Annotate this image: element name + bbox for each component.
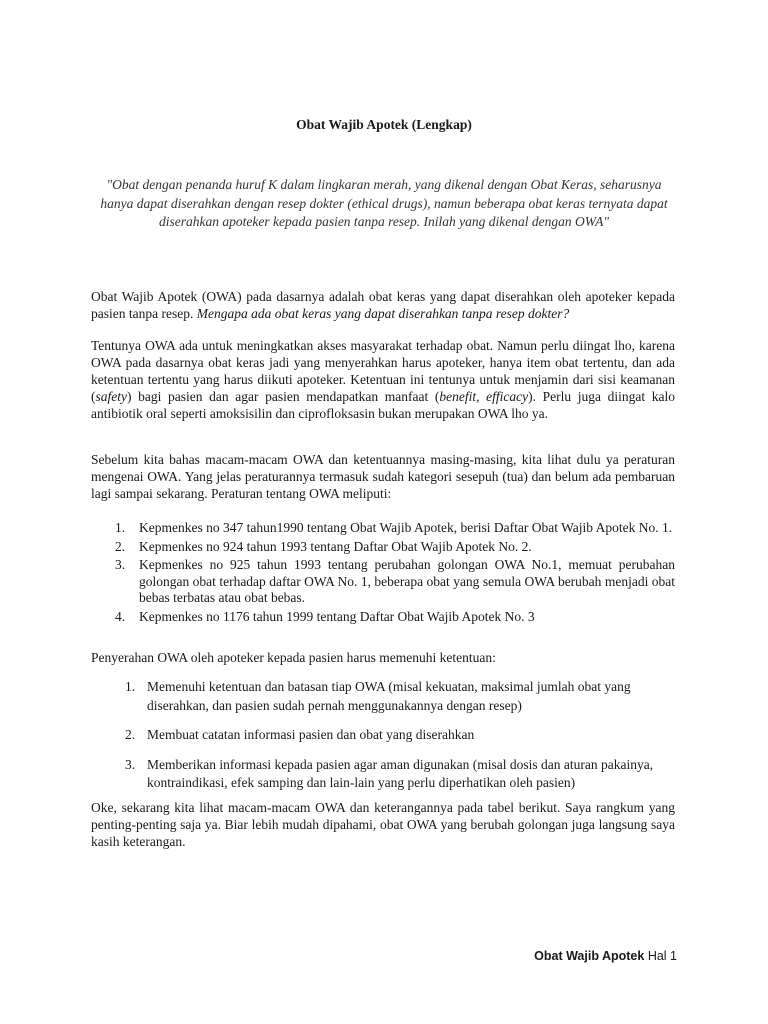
list-item-text: Kepmenkes no 925 tahun 1993 tentang perubahan golongan OWA No.1, memuat perubahan golongan obat terhadap daftar OWA No. 1, beberapa obat yang semula OWA berubah menjadi obat bebas terbatas atau obat bebas. — [139, 557, 675, 605]
paragraph-purpose-text-2: ) bagi pasien dan agar pasien mendapatkan manfaat ( — [127, 389, 440, 404]
paragraph-requirements-intro: Penyerahan OWA oleh apoteker kepada pasien harus memenuhi ketentuan: — [91, 650, 496, 665]
list-item — [91, 557, 675, 607]
list-item-text: Kepmenkes no 924 tahun 1993 tentang Daftar Obat Wajib Apotek No. 2. — [139, 538, 532, 554]
paragraph-purpose — [91, 337, 675, 422]
document-title: Obat Wajib Apotek (Lengkap) — [296, 117, 472, 132]
list-item-text: Memberikan informasi kepada pasien agar aman digunakan (misal dosis dan aturan pakainya, kontraindikasi, efek samping dan lain-lain yang perlu diperhatikan oleh pasien) — [147, 756, 654, 790]
list-item-number: 4. — [115, 608, 126, 624]
paragraph-definition-text: Obat Wajib Apotek (OWA) pada dasarnya adalah obat keras yang dapat diserahkan oleh apoteker kepada pasien tanpa resep. — [91, 289, 675, 321]
list-item-number: 1. — [115, 520, 126, 535]
list-item-text: Kepmenkes no 347 tahun1990 tentang Obat Wajib Apotek, berisi Daftar Obat Wajib Apotek No. 1. — [139, 520, 673, 535]
paragraph-closing: Oke, sekarang kita lihat macam-macam OWA dan keterangannya pada tabel berikut. Saya rangkum yang penting-penting saja ya. Biar lebih mudah dipahami, obat OWA yang berubah golongan juga langsung saya kasih keterangan. — [91, 800, 675, 849]
list-item-text: Memenuhi ketentuan dan batasan tiap OWA (misal kekuatan, maksimal jumlah obat yang diserahkan, dan pasien sudah pernah menggunakannya dengan resep) — [147, 679, 631, 713]
list-item-number: 2. — [115, 538, 126, 554]
list-item — [91, 756, 675, 793]
list-item — [91, 726, 675, 745]
regulations-list — [91, 520, 675, 627]
list-item — [91, 520, 675, 537]
list-item-number: 2. — [125, 727, 136, 742]
list-item-number: 3. — [125, 756, 136, 772]
intro-quote: "Obat dengan penanda huruf K dalam lingkaran merah, yang dikenal dengan Obat Keras, seharusnya hanya dapat diserahkan dengan resep dokter (ethical drugs), namun beberapa obat keras ternyata dapat diserahkan apoteker kepada pasien tanpa resep. Inilah yang dikenal dengan OWA" — [100, 177, 668, 229]
list-item-number: 3. — [115, 557, 126, 572]
paragraph-purpose-text-1: Tentunya OWA ada untuk meningkatkan akses masyarakat terhadap obat. Namun perlu diingat lho, karena OWA pada dasarnya obat keras jadi yang menyerahkan harus apoteker, hanya item obat tertentu, dan ada ketentuan tertentu yang harus diikuti apoteker. Ketentuan ini tentunya untuk menjamin dari sisi keamanan ( — [91, 338, 675, 404]
paragraph-regulations-intro: Sebelum kita bahas macam-macam OWA dan ketentuannya masing-masing, kita lihat dulu ya peraturan mengenai OWA. Yang jelas peraturannya termasuk sudah kategori sesepuh (tua) dan belum ada pembaruan lagi sampai sekarang. Peraturan tentang OWA meliputi: — [91, 452, 675, 501]
requirements-list — [91, 678, 675, 804]
list-item — [91, 539, 675, 556]
list-item — [91, 678, 675, 715]
paragraph-purpose-text-3: ). Perlu juga diingat kalo antibiotik oral seperti amoksisilin dan ciprofloksasin bukan merupakan OWA lho ya. — [91, 389, 675, 421]
list-item — [91, 609, 675, 626]
footer-page-number: Hal 1 — [647, 949, 677, 963]
footer-title: Obat Wajib Apotek — [534, 949, 645, 963]
page-footer — [534, 949, 677, 963]
paragraph-purpose-italic-safety: safety — [95, 389, 127, 404]
list-item-text: Membuat catatan informasi pasien dan obat yang diserahkan — [147, 727, 475, 742]
paragraph-definition — [91, 288, 675, 322]
paragraph-purpose-italic-benefit: benefit, efficacy — [439, 389, 529, 404]
list-item-number: 1. — [125, 679, 136, 694]
list-item-text: Kepmenkes no 1176 tahun 1999 tentang Daftar Obat Wajib Apotek No. 3 — [139, 608, 535, 624]
paragraph-definition-question: Mengapa ada obat keras yang dapat diserahkan tanpa resep dokter? — [196, 306, 570, 321]
